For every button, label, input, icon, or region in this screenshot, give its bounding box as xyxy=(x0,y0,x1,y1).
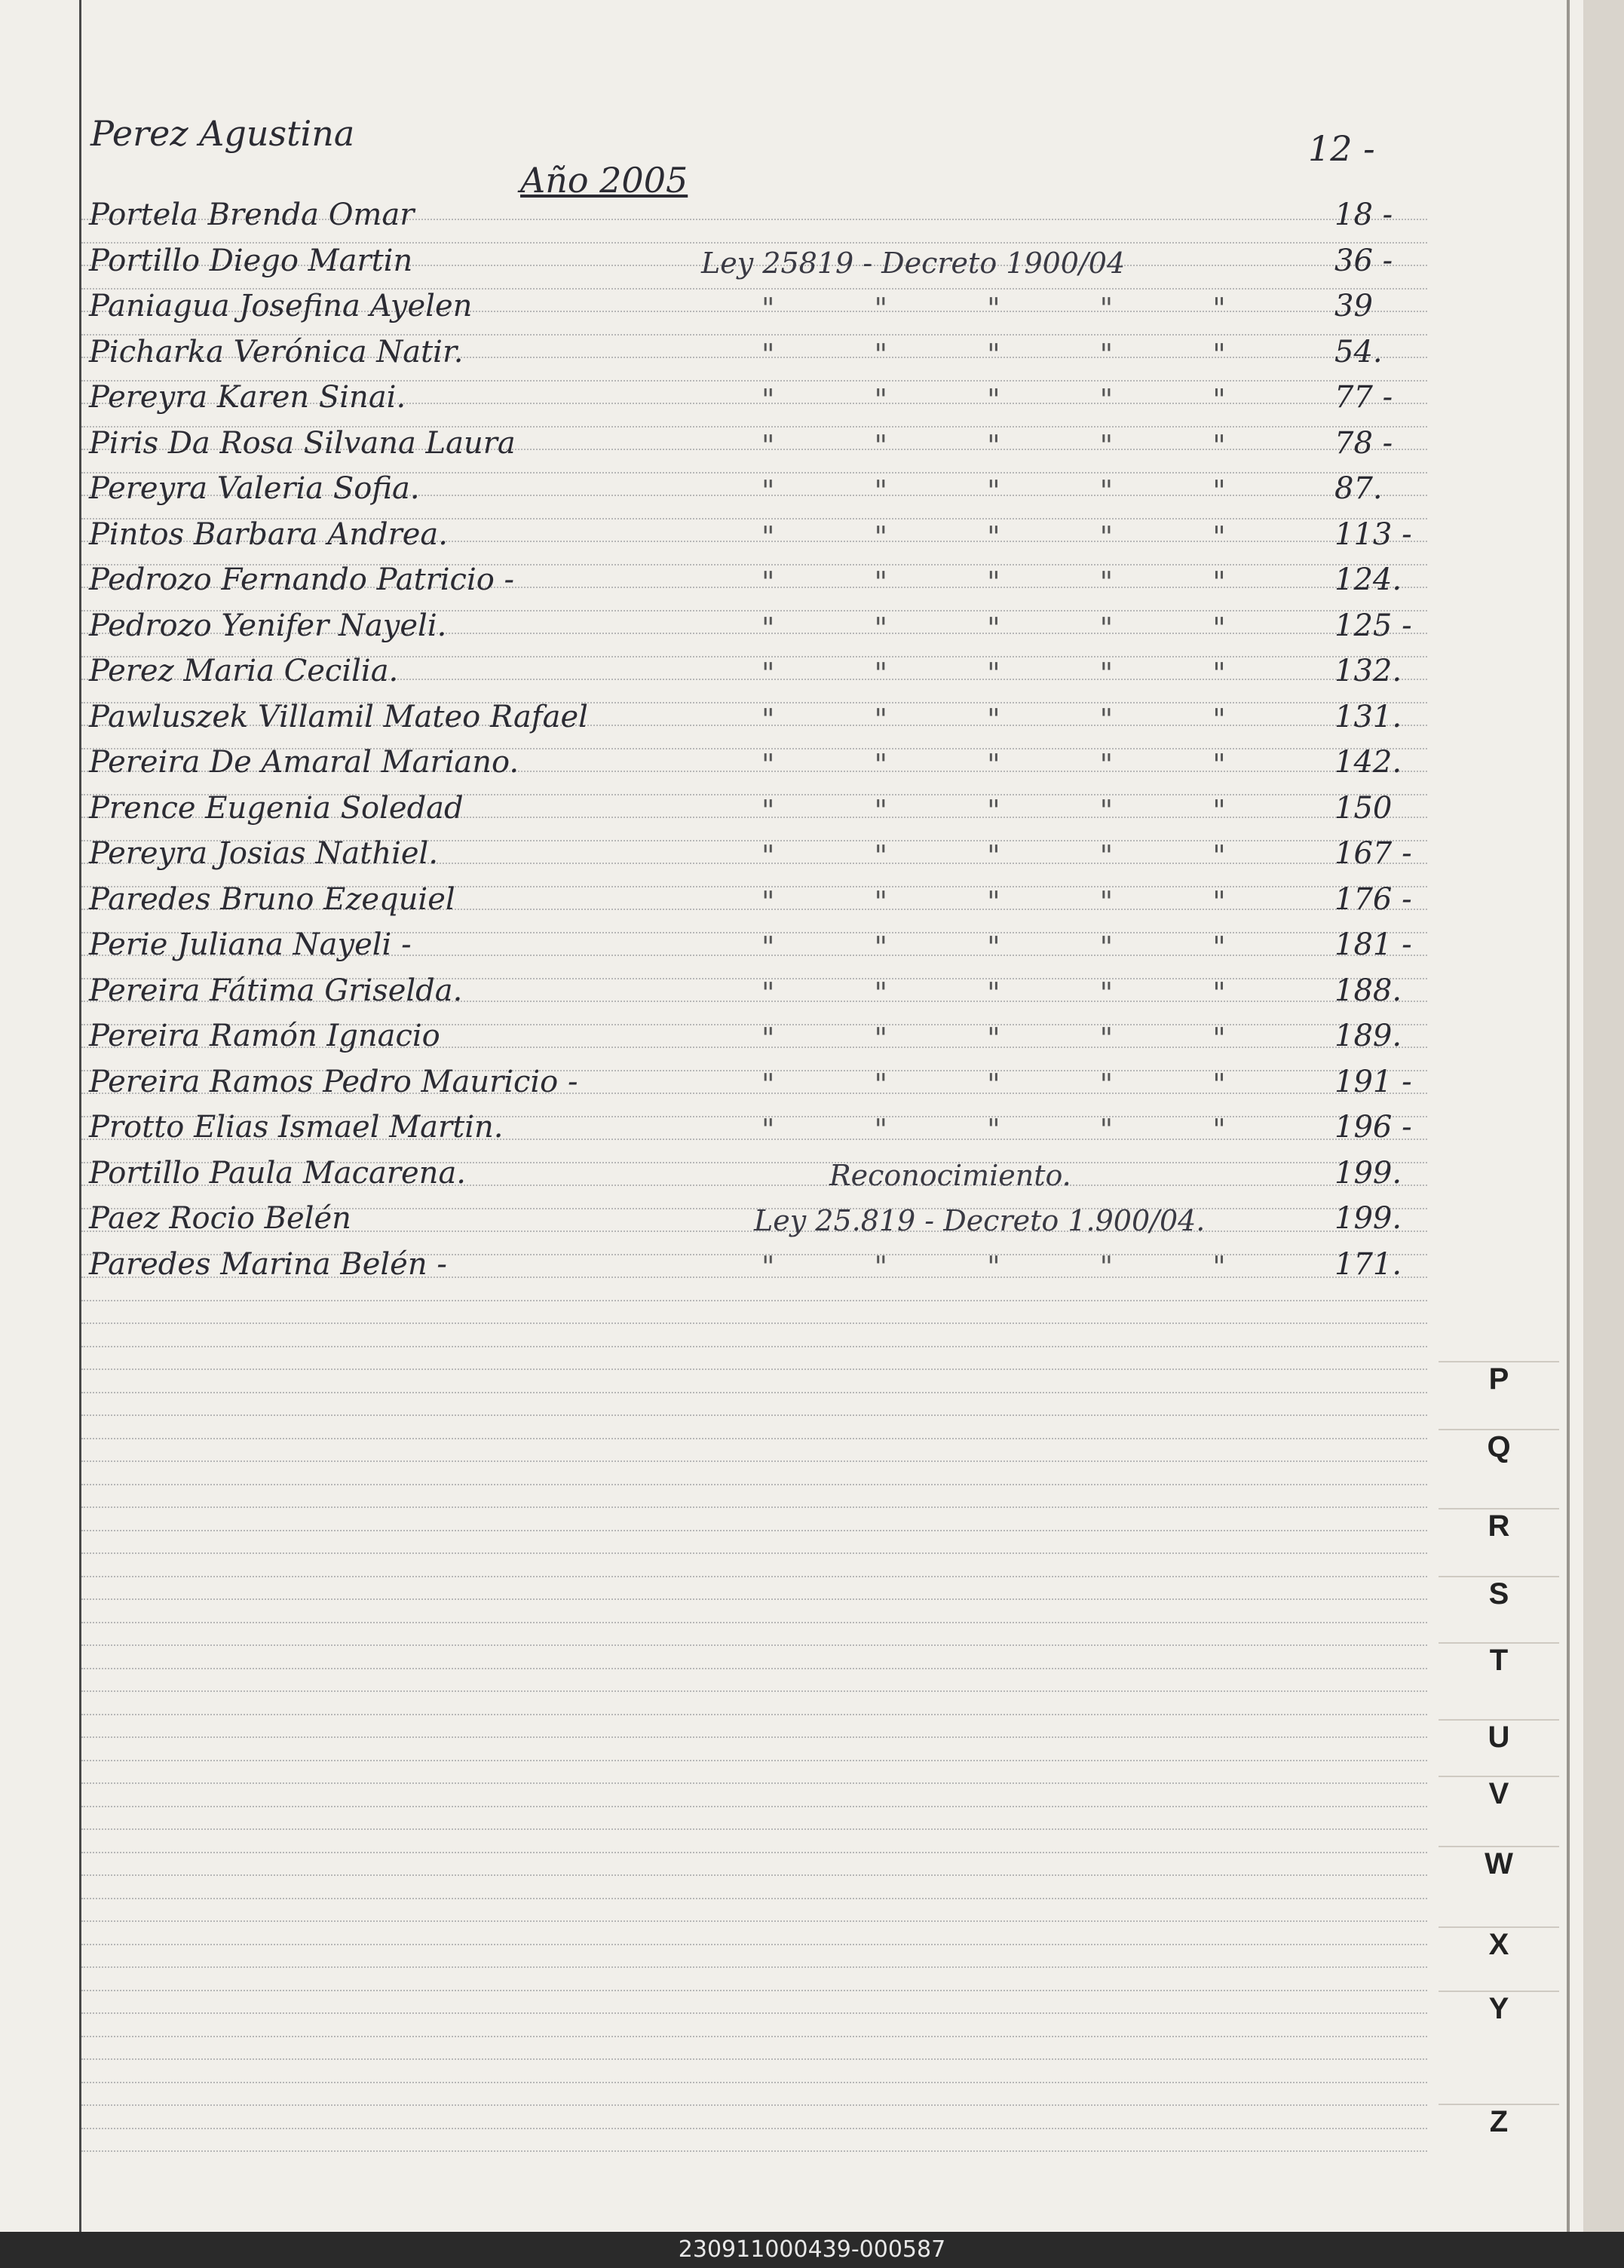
entry-number: 142. xyxy=(1334,745,1402,780)
ruled-line xyxy=(81,1966,1427,1968)
ditto-marks: " " " " " xyxy=(761,885,1271,918)
ruled-line xyxy=(81,1668,1427,1669)
ditto-marks: " " " " " xyxy=(761,1022,1271,1055)
entry-name: Pedrozo Yenifer Nayeli. xyxy=(89,608,447,643)
ruled-line xyxy=(81,2104,1427,2106)
entry-name: Portillo Diego Martin xyxy=(89,244,413,278)
entry-name: Pedrozo Fernando Patricio - xyxy=(89,562,515,597)
ditto-marks: " " " " " xyxy=(761,748,1271,781)
entry-name: Paniagua Josefina Ayelen xyxy=(89,289,473,323)
ruled-line xyxy=(81,1392,1427,1393)
entry-name: Perez Maria Cecilia. xyxy=(89,654,399,688)
entry-name: Pereyra Josias Nathiel. xyxy=(89,836,439,871)
ruled-line xyxy=(81,2150,1427,2152)
ruled-line xyxy=(81,1874,1427,1876)
ruled-line xyxy=(81,1322,1427,1324)
entry-law: Ley 25819 - Decreto 1900/04 xyxy=(701,247,1126,280)
entry-number: 36 - xyxy=(1334,244,1393,278)
ruled-line xyxy=(81,1346,1427,1347)
ruled-line xyxy=(81,1484,1427,1485)
ruled-line xyxy=(81,1460,1427,1462)
ditto-marks: " " " " " xyxy=(761,930,1271,964)
ruled-line xyxy=(81,1760,1427,1761)
index-tab-z[interactable]: Z xyxy=(1439,2104,1559,2139)
entry-number: 191 - xyxy=(1334,1065,1412,1099)
ditto-marks: " " " " " xyxy=(761,292,1271,325)
index-tab-t[interactable]: T xyxy=(1439,1642,1559,1678)
entry-number: 171. xyxy=(1334,1247,1402,1282)
entry-number: 176 - xyxy=(1334,882,1412,917)
ditto-marks: " " " " " xyxy=(761,338,1271,371)
entry-number: 77 - xyxy=(1334,380,1393,415)
index-tab-y[interactable]: Y xyxy=(1439,1991,1559,2026)
index-tab-p[interactable]: P xyxy=(1439,1361,1559,1396)
index-tab-v[interactable]: V xyxy=(1439,1776,1559,1811)
index-tab-q[interactable]: Q xyxy=(1439,1429,1559,1464)
ruled-line xyxy=(81,2058,1427,2060)
entry-number: 189. xyxy=(1334,1019,1402,1053)
ruled-line xyxy=(81,1852,1427,1853)
ruled-line xyxy=(81,1506,1427,1508)
entry-name: Pawluszek Villamil Mateo Rafael xyxy=(89,700,588,734)
ditto-marks: " " " " " xyxy=(761,839,1271,872)
entry-number: 124. xyxy=(1334,562,1402,597)
entry-number: 87. xyxy=(1334,471,1383,506)
entry-name: Pereira De Amaral Mariano. xyxy=(89,745,519,780)
entry-number: 113 - xyxy=(1334,517,1412,552)
entry-name: Piris Da Rosa Silvana Laura xyxy=(89,426,516,461)
index-tab-w[interactable]: W xyxy=(1439,1846,1559,1881)
ruled-line xyxy=(81,1644,1427,1646)
entry-name: Portillo Paula Macarena. xyxy=(89,1156,466,1191)
entry-name: Pereira Ramos Pedro Mauricio - xyxy=(89,1065,578,1099)
entry-law: Ley 25.819 - Decreto 1.900/04. xyxy=(754,1204,1206,1237)
ditto-marks: " " " " " xyxy=(761,1250,1271,1283)
entry-number: 167 - xyxy=(1334,836,1412,871)
ruled-line xyxy=(81,1438,1427,1439)
ditto-marks: " " " " " xyxy=(761,1068,1271,1101)
entry-number: 188. xyxy=(1334,973,1402,1008)
entry-number: 39 xyxy=(1334,289,1373,323)
ditto-marks: " " " " " xyxy=(761,565,1271,599)
page-edge xyxy=(1583,0,1624,2232)
ditto-marks: " " " " " xyxy=(761,474,1271,507)
ruled-line xyxy=(81,1530,1427,1531)
header-year: Año 2005 xyxy=(520,160,688,201)
entry-law: Reconocimiento. xyxy=(829,1159,1071,1192)
ruled-line xyxy=(81,1690,1427,1692)
entry-number: 131. xyxy=(1334,700,1402,734)
ruled-line xyxy=(81,1828,1427,1830)
entry-name: Pereira Fátima Griselda. xyxy=(89,973,463,1008)
ditto-marks: " " " " " xyxy=(761,976,1271,1010)
ruled-line xyxy=(81,1414,1427,1416)
entry-number: 196 - xyxy=(1334,1110,1412,1145)
ruled-line xyxy=(81,2128,1427,2129)
entry-number: 199. xyxy=(1334,1201,1402,1236)
entry-name: Portela Brenda Omar xyxy=(89,198,415,232)
entry-name: Prence Eugenia Soledad xyxy=(89,791,464,826)
header-name: Perez Agustina xyxy=(90,113,355,154)
ruled-line xyxy=(81,2036,1427,2037)
ruled-line xyxy=(81,2012,1427,2014)
entry-name: Pereyra Karen Sinai. xyxy=(89,380,406,415)
ditto-marks: " " " " " xyxy=(761,657,1271,690)
ditto-marks: " " " " " xyxy=(761,429,1271,462)
ruled-line xyxy=(81,1368,1427,1370)
entry-number: 199. xyxy=(1334,1156,1402,1191)
entry-number: 150 xyxy=(1334,791,1393,826)
ditto-marks: " " " " " xyxy=(761,794,1271,827)
entry-name: Paez Rocio Belén xyxy=(89,1201,351,1236)
entry-name: Paredes Bruno Ezequiel xyxy=(89,882,455,917)
ruled-line xyxy=(81,1736,1427,1738)
ruled-line xyxy=(81,1552,1427,1554)
ditto-marks: " " " " " xyxy=(761,520,1271,553)
ditto-marks: " " " " " xyxy=(761,383,1271,416)
ruled-line xyxy=(81,1806,1427,1807)
index-tab-r[interactable]: R xyxy=(1439,1508,1559,1543)
ruled-line xyxy=(81,2082,1427,2083)
entry-number: 125 - xyxy=(1334,608,1412,643)
footer-id: 230911000439-000587 xyxy=(0,2232,1624,2268)
index-tab-x[interactable]: X xyxy=(1439,1926,1559,1962)
entry-name: Perie Juliana Nayeli - xyxy=(89,927,412,962)
index-tab-s[interactable]: S xyxy=(1439,1576,1559,1611)
index-tab-u[interactable]: U xyxy=(1439,1719,1559,1755)
ruled-line xyxy=(81,1782,1427,1784)
ditto-marks: " " " " " xyxy=(761,1113,1271,1146)
ruled-line xyxy=(81,1622,1427,1623)
entry-number: 18 - xyxy=(1334,198,1393,232)
ruled-line xyxy=(81,1920,1427,1922)
entry-name: Protto Elias Ismael Martin. xyxy=(89,1110,504,1145)
ruled-line xyxy=(81,1714,1427,1715)
ruled-line xyxy=(81,1598,1427,1600)
header-number: 12 - xyxy=(1308,128,1375,169)
ruled-line xyxy=(81,1300,1427,1301)
entry-number: 132. xyxy=(1334,654,1402,688)
entry-number: 181 - xyxy=(1334,927,1412,962)
ditto-marks: " " " " " xyxy=(761,703,1271,736)
ruled-line xyxy=(81,1898,1427,1899)
ruled-line xyxy=(81,1576,1427,1577)
entry-name: Pereyra Valeria Sofia. xyxy=(89,471,420,506)
entry-name: Pintos Barbara Andrea. xyxy=(89,517,448,552)
right-margin-line xyxy=(1567,0,1570,2232)
entry-number: 78 - xyxy=(1334,426,1393,461)
ruled-line xyxy=(81,1990,1427,1991)
entry-number: 54. xyxy=(1334,335,1383,369)
entry-name: Pereira Ramón Ignacio xyxy=(89,1019,440,1053)
ruled-line xyxy=(81,1944,1427,1945)
entry-name: Picharka Verónica Natir. xyxy=(89,335,464,369)
ditto-marks: " " " " " xyxy=(761,611,1271,645)
entry-name: Paredes Marina Belén - xyxy=(89,1247,447,1282)
